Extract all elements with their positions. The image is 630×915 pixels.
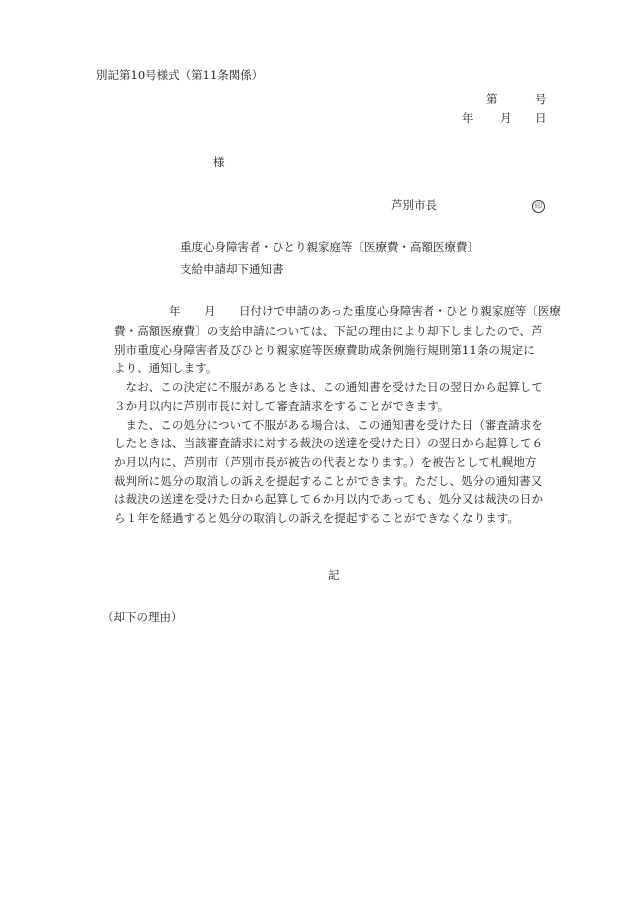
body-text bbox=[114, 322, 544, 528]
reason-label: （却下の理由） bbox=[102, 610, 183, 624]
document-number-prefix: 第 bbox=[486, 92, 498, 106]
recipient-honorific: 様 bbox=[213, 155, 225, 169]
notice-title-line1: 重度心身障害者・ひとり親家庭等〔医療費・高額医療費〕 bbox=[180, 240, 479, 254]
issuer-seal bbox=[532, 199, 545, 213]
issue-date-month: 月 bbox=[500, 111, 512, 125]
form-number: 別記第10号様式（第11条関係） bbox=[96, 68, 264, 82]
body-paragraph-1: 費・高額医療費〕の支給申請については、下記の理由により却下しましたので、芦別市重度心身障害者及びひとり親家庭等医療費助成条例施行規則第11条の規定により、通知します。 bbox=[114, 324, 543, 376]
ki-marker: 記 bbox=[328, 568, 340, 582]
body-paragraph-3: また、この処分について不服がある場合は、この通知書を受けた日（審査請求をしたときは、当該審査請求に対する裁決の送達を受けた日）の翌日から起算して６か月以内に、芦別市（芦別市長が被告の代表となります。）を被告として札幌地方裁判所に処分の取消しの訴えを提起することができます。ただし、処分の通知書又は裁決の送達を受けた日から起算して６か月以内であっても、処分又は裁決の日から１年を経過すると処分の取消しの訴えを提起することができなくなります。 bbox=[114, 417, 544, 526]
application-date-month: 月 bbox=[204, 304, 216, 318]
document-number-suffix: 号 bbox=[535, 92, 547, 106]
issue-date-year: 年 bbox=[462, 111, 474, 125]
body-first-line: 日付けで申請のあった重度心身障害者・ひとり親家庭等〔医療 bbox=[239, 304, 561, 318]
application-date-year: 年 bbox=[169, 304, 181, 318]
issuer-title: 芦別市長 bbox=[391, 198, 437, 212]
issue-date-day: 日 bbox=[535, 111, 547, 125]
body-paragraph-2: なお、この決定に不服があるときは、この通知書を受けた日の翌日から起算して３か月以内に芦別市長に対して審査請求をすることができます。 bbox=[114, 380, 544, 413]
seal-mark: 印 bbox=[532, 200, 545, 213]
notice-title-line2: 支給申請却下通知書 bbox=[180, 262, 284, 276]
